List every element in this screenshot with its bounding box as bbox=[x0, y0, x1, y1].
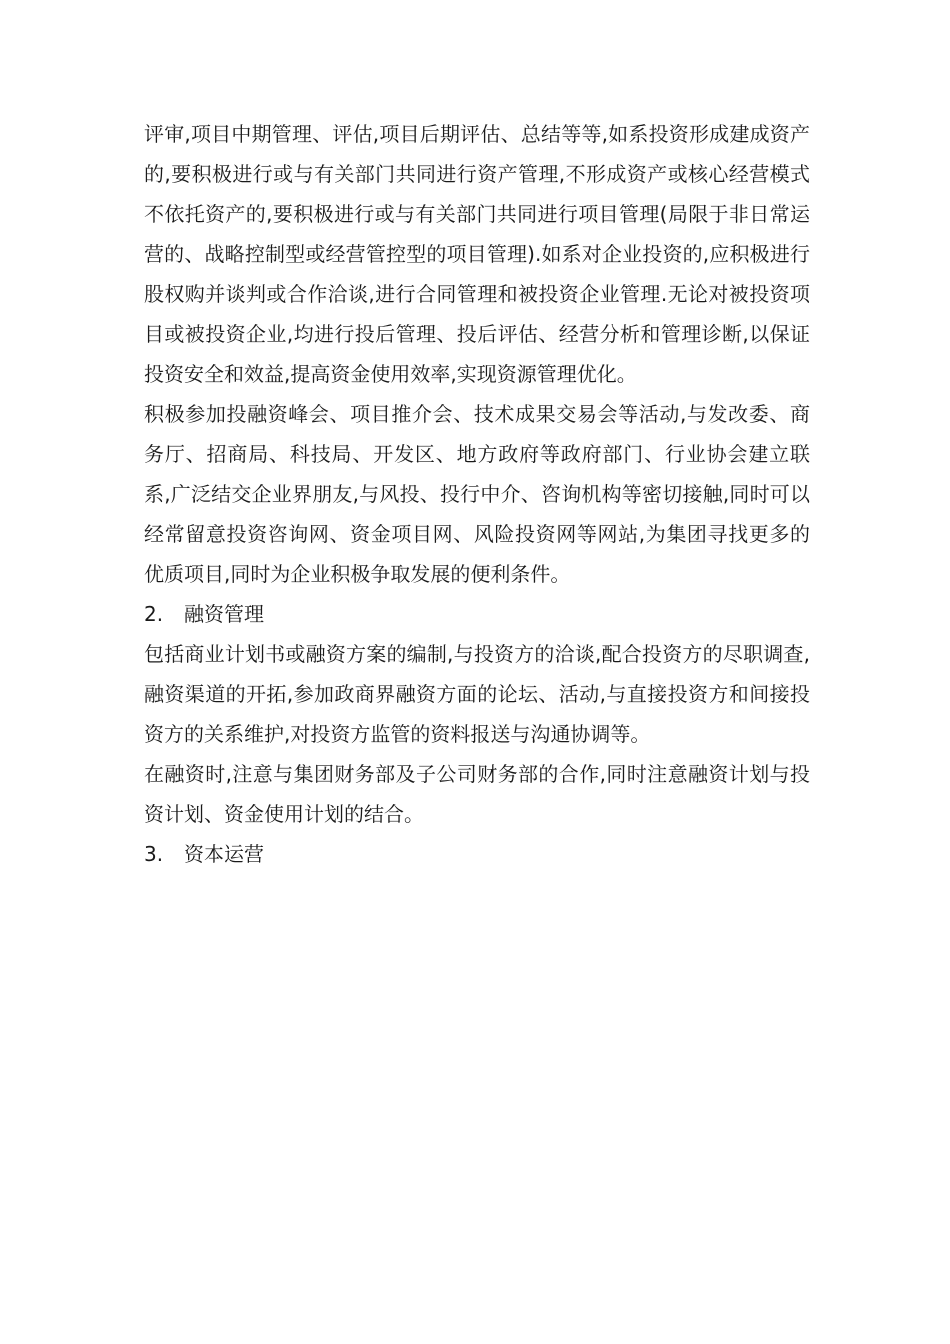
paragraph-financing-scope: 包括商业计划书或融资方案的编制,与投资方的洽谈,配合投资方的尽职调查, 融资渠道的开拓,参加政商界融资方面的论坛、活动,与直接投资方和间接投资方的关系维护,对投资方监管的资料报送与沟通协调等。 bbox=[144, 642, 810, 746]
section-heading-capital-operation bbox=[144, 834, 810, 874]
section-title: 资本运营 bbox=[184, 842, 264, 866]
section-heading-financing bbox=[144, 594, 810, 634]
document-page bbox=[144, 114, 810, 874]
paragraph-investment-networking: 积极参加投融资峰会、项目推介会、技术成果交易会等活动,与发改委、商务厅、招商局、科技局、开发区、地方政府等政府部门、行业协会建立联系,广泛结交企业界朋友,与风投、投行中介、咨询机构等密切接触,同时可以经常留意投资咨询网、资金项目网、风险投资网等网站,为集团寻找更多的优质项目,同时为企业积极争取发展的便利条件。 bbox=[144, 402, 810, 586]
section-title: 融资管理 bbox=[184, 602, 264, 626]
section-number: 3. bbox=[144, 842, 164, 866]
paragraph-asset-project-management: 评审,项目中期管理、评估,项目后期评估、总结等等,如系投资形成建成资产的,要积极进行或与有关部门共同进行资产管理,不形成资产或核心经营模式不依托资产的,要积极进行或与有关部门共同进行项目管理(局限于非日常运营的、战略控制型或经营管控型的项目管理).如系对企业投资的,应积极进行股权购并谈判或合作洽谈,进行合同管理和被投资企业管理.无论对被投资项目或被投资企业,均进行投后管理、投后评估、经营分析和管理诊断,以保证投资安全和效益,提高资金使用效率,实现资源管理优化。 bbox=[144, 122, 810, 386]
section-number: 2. bbox=[144, 602, 164, 626]
paragraph-financing-cooperation: 在融资时,注意与集团财务部及子公司财务部的合作,同时注意融资计划与投资计划、资金使用计划的结合。 bbox=[144, 762, 810, 826]
